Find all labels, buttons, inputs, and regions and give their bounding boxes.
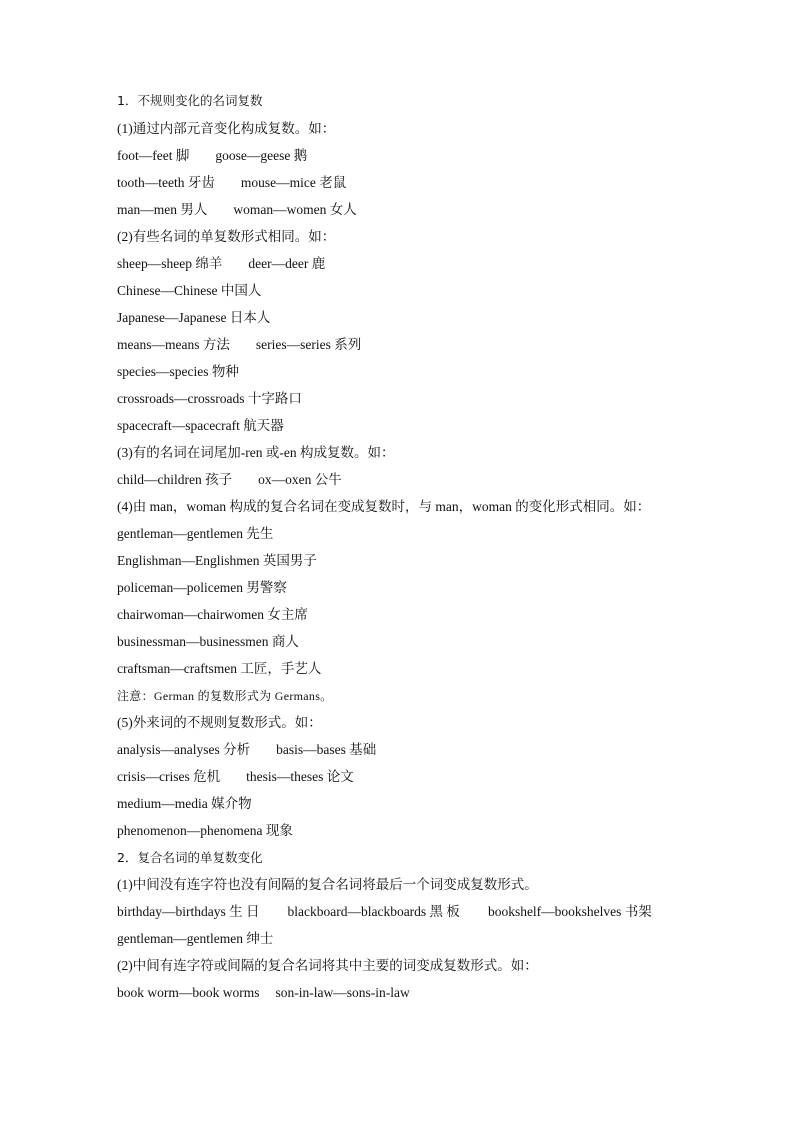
rule-1: (1)通过内部元音变化构成复数。如： [117, 121, 336, 136]
example-line: gentleman—gentlemen 绅士 [117, 931, 274, 946]
example-line: man—men 男人 woman—women 女人 [117, 202, 357, 217]
example-line: craftsman—craftsmen 工匠，手艺人 [117, 661, 322, 676]
example-line: means—means 方法 series—series 系列 [117, 337, 362, 352]
example-line: spacecraft—spacecraft 航天器 [117, 418, 284, 433]
rule-3: (3)有的名词在词尾加-ren 或-en 构成复数。如： [117, 445, 395, 460]
example-line: crisis—crises 危机 thesis—theses 论文 [117, 769, 354, 784]
example-line: phenomenon—phenomena 现象 [117, 823, 293, 838]
example-line: medium—media 媒介物 [117, 796, 252, 811]
rule-2: (2)有些名词的单复数形式相同。如： [117, 229, 336, 244]
example-line: book worm—book worms son-in-law—sons-in-law [117, 985, 410, 1000]
example-line: child—children 孩子 ox—oxen 公牛 [117, 472, 342, 487]
rule-6: (1)中间没有连字符也没有间隔的复合名词将最后一个词变成复数形式。 [117, 877, 538, 892]
example-line: businessman—businessmen 商人 [117, 634, 299, 649]
example-line: Chinese—Chinese 中国人 [117, 283, 262, 298]
example-line: gentleman—gentlemen 先生 [117, 526, 274, 541]
example-line: tooth—teeth 牙齿 mouse—mice 老鼠 [117, 175, 347, 190]
example-line: species—species 物种 [117, 364, 239, 379]
example-line: crossroads—crossroads 十字路口 [117, 391, 302, 406]
example-line: analysis—analyses 分析 basis—bases 基础 [117, 742, 377, 757]
example-line: Englishman—Englishmen 英国男子 [117, 553, 317, 568]
rule-5: (5)外来词的不规则复数形式。如： [117, 715, 322, 730]
example-line: chairwoman—chairwomen 女主席 [117, 607, 308, 622]
section-heading-2: 2．复合名词的单复数变化 [117, 850, 263, 865]
example-line: birthday—birthdays 生 日 blackboard—blackboards 黑 板 bookshelf—bookshelves 书架 [117, 904, 652, 919]
example-line: policeman—policemen 男警察 [117, 580, 287, 595]
example-line: foot—feet 脚 goose—geese 鹅 [117, 148, 308, 163]
rule-4: (4)由 man，woman 构成的复合名词在变成复数时，与 man，woman 的变化形式相同。如： [117, 499, 651, 514]
rule-7: (2)中间有连字符或间隔的复合名词将其中主要的词变成复数形式。如： [117, 958, 538, 973]
note-line: 注意：German 的复数形式为 Germans。 [117, 689, 333, 703]
example-line: sheep—sheep 绵羊 deer—deer 鹿 [117, 256, 326, 271]
example-line: Japanese—Japanese 日本人 [117, 310, 271, 325]
section-heading-1: 1．不规则变化的名词复数 [117, 93, 263, 108]
